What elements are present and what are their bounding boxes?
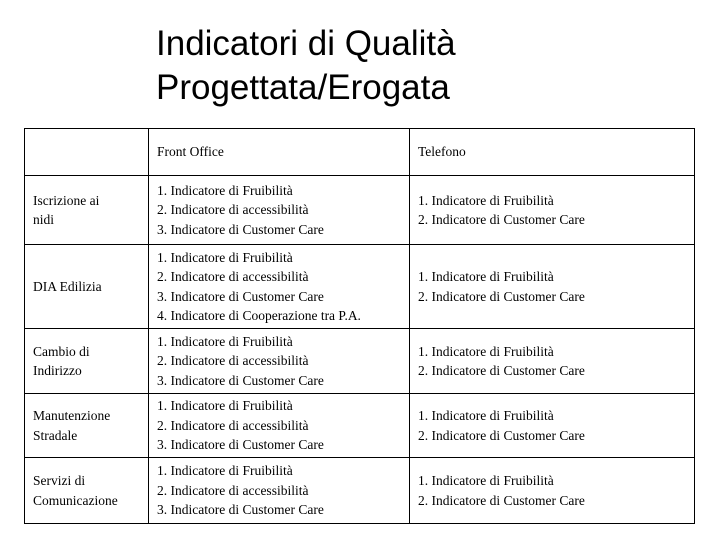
- indicator-line: 2. Indicatore di Customer Care: [418, 363, 585, 378]
- service-line: DIA Edilizia: [33, 278, 102, 294]
- table-header-row: [25, 129, 695, 176]
- header-cell-telefono: Telefono: [410, 129, 695, 176]
- indicator-line: 2. Indicatore di accessibilità: [157, 482, 309, 498]
- indicator-line: 2. Indicatore di accessibilità: [157, 353, 309, 369]
- indicator-line: 2. Indicatore di Customer Care: [418, 212, 585, 227]
- indicator-line: 2. Indicatore di Customer Care: [418, 427, 585, 443]
- telefono-cell: [410, 176, 695, 245]
- header-cell-service: [25, 129, 149, 176]
- service-cell: [25, 245, 149, 329]
- telefono-cell: [410, 394, 695, 458]
- telefono-cell: [410, 329, 695, 394]
- indicator-line: 2. Indicatore di Customer Care: [418, 492, 585, 508]
- service-cell: [25, 329, 149, 394]
- indicator-line: 2. Indicatore di accessibilità: [157, 269, 309, 284]
- front-office-cell: [149, 458, 410, 524]
- indicator-line: 3. Indicatore di Customer Care: [157, 221, 324, 237]
- service-cell: [25, 458, 149, 524]
- service-line: Manutenzione: [33, 408, 111, 423]
- service-cell: [25, 176, 149, 245]
- service-line: Cambio di: [33, 343, 90, 359]
- indicator-line: 1. Indicatore di Fruibilità: [157, 333, 293, 349]
- table-row: [25, 394, 695, 458]
- service-cell: [25, 394, 149, 458]
- front-office-cell: [149, 329, 410, 394]
- table-row: [25, 245, 695, 329]
- quality-indicators-table: [24, 128, 695, 524]
- indicator-line: 1. Indicatore di Fruibilità: [157, 182, 293, 198]
- indicator-line: 2. Indicatore di accessibilità: [157, 417, 309, 433]
- table-row: [25, 176, 695, 245]
- indicator-line: 1. Indicatore di Fruibilità: [418, 408, 554, 423]
- indicator-line: 1. Indicatore di Fruibilità: [157, 249, 293, 265]
- service-line: Indirizzo: [33, 363, 82, 378]
- service-line: Servizi di: [33, 473, 86, 488]
- indicator-line: 1. Indicatore di Fruibilità: [418, 192, 554, 208]
- indicator-line: 1. Indicatore di Fruibilità: [157, 398, 293, 414]
- indicator-line: 2. Indicatore di Customer Care: [418, 288, 585, 304]
- indicator-line: 3. Indicatore di Customer Care: [157, 502, 324, 518]
- service-line: nidi: [33, 212, 55, 227]
- title-line-2: Progettata/Erogata: [156, 68, 450, 107]
- title-line-1: Indicatori di Qualità: [156, 24, 456, 63]
- indicator-line: 4. Indicatore di Cooperazione tra P.A.: [157, 308, 361, 323]
- indicator-line: 2. Indicatore di accessibilità: [157, 202, 309, 218]
- service-line: Comunicazione: [33, 492, 118, 508]
- indicator-line: 3. Indicatore di Customer Care: [157, 437, 324, 453]
- indicator-line: 1. Indicatore di Fruibilità: [418, 473, 554, 488]
- indicator-line: 1. Indicatore di Fruibilità: [418, 269, 554, 284]
- indicator-line: 3. Indicatore di Customer Care: [157, 288, 324, 304]
- page-title: [156, 22, 676, 110]
- service-line: Stradale: [33, 427, 78, 443]
- indicator-line: 3. Indicatore di Customer Care: [157, 372, 324, 388]
- header-cell-front-office: Front Office: [149, 129, 410, 176]
- indicator-line: 1. Indicatore di Fruibilità: [157, 463, 293, 479]
- telefono-cell: [410, 458, 695, 524]
- service-line: Iscrizione ai: [33, 192, 100, 208]
- table-row: [25, 458, 695, 524]
- front-office-cell: [149, 245, 410, 329]
- table-row: [25, 329, 695, 394]
- telefono-cell: [410, 245, 695, 329]
- indicator-line: 1. Indicatore di Fruibilità: [418, 343, 554, 359]
- front-office-cell: [149, 176, 410, 245]
- front-office-cell: [149, 394, 410, 458]
